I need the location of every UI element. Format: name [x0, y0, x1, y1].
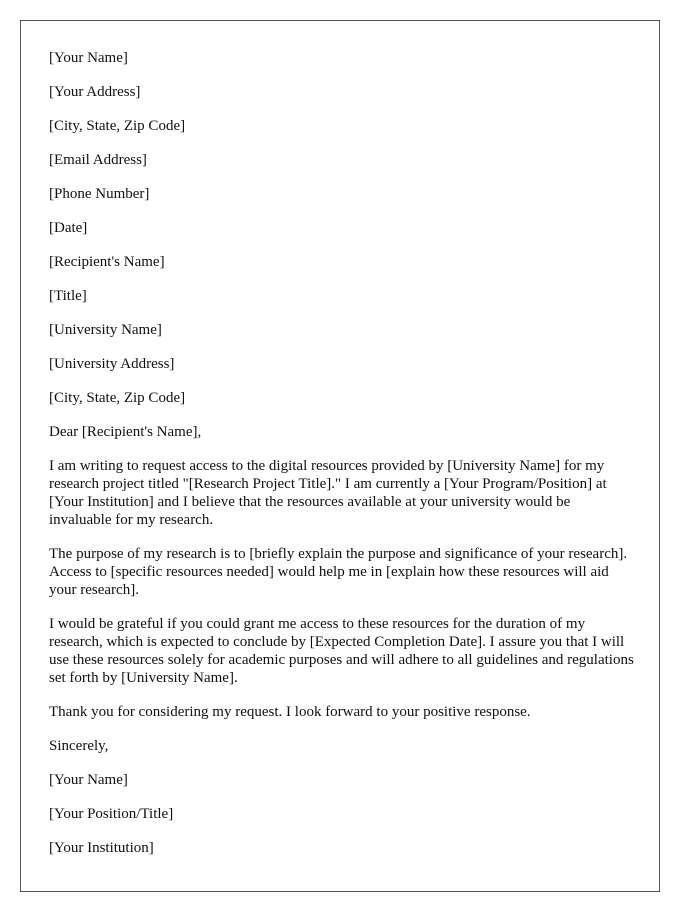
letter-date: [Date] [49, 220, 88, 236]
signature-position: [Your Position/Title] [49, 806, 174, 822]
signature-institution: [Your Institution] [49, 840, 154, 856]
recipient-city-state-zip: [City, State, Zip Code] [49, 390, 186, 406]
sender-email: [Email Address] [49, 152, 147, 168]
letter-page [20, 20, 660, 892]
recipient-title: [Title] [49, 288, 87, 304]
body-paragraph-request: I am writing to request access to the digital resources provided by [University Name] for my research project titled "[Research Project Title]." I am currently a [Your Program/Position] at [Your Institution] and I believe that the resources available at your university would be invaluable for my research. [49, 458, 607, 528]
recipient-university: [University Name] [49, 322, 162, 338]
sender-city-state-zip: [City, State, Zip Code] [49, 118, 186, 134]
sender-address: [Your Address] [49, 84, 141, 100]
signature-name: [Your Name] [49, 772, 128, 788]
sender-name: [Your Name] [49, 50, 128, 66]
recipient-name: [Recipient's Name] [49, 254, 165, 270]
closing: Sincerely, [49, 738, 109, 754]
body-paragraph-purpose: The purpose of my research is to [briefly explain the purpose and significance of your research]. Access to [specific resources needed] would help me in [explain how these resources will aid your research]. [49, 546, 628, 598]
salutation: Dear [Recipient's Name], [49, 424, 202, 440]
sender-phone: [Phone Number] [49, 186, 150, 202]
letter-content [49, 49, 634, 873]
body-paragraph-duration: I would be grateful if you could grant me access to these resources for the duration of my research, which is expected to conclude by [Expected Completion Date]. I assure you that I will use these resources solely for academic purposes and will adhere to all guidelines and regulations set forth by [University Name]. [49, 616, 634, 686]
body-paragraph-thanks: Thank you for considering my request. I look forward to your positive response. [49, 704, 531, 720]
recipient-address: [University Address] [49, 356, 175, 372]
